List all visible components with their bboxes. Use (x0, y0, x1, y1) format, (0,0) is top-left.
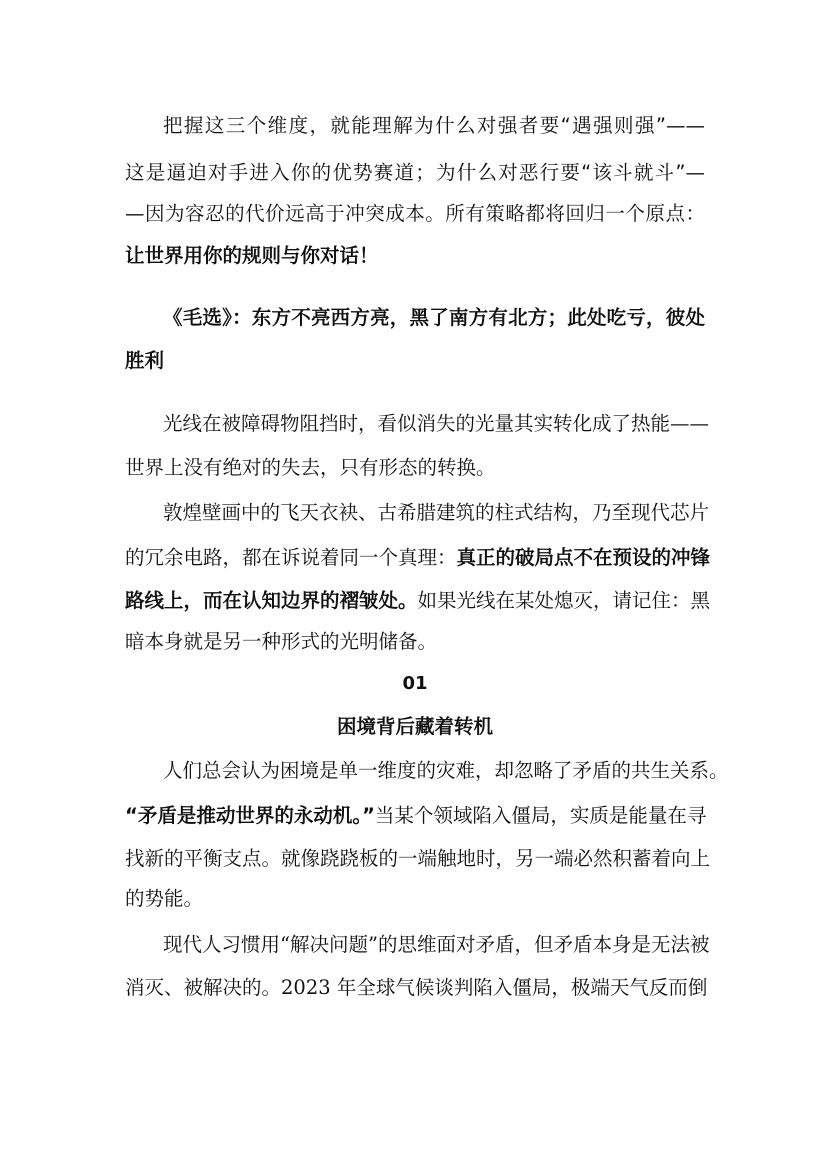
para1-line4: 让世界用你的规则与你对话！ (125, 244, 379, 267)
para5-line2: 消灭、被解决的。2023 年全球气候谈判陷入僵局，极端天气反而倒 (125, 976, 708, 999)
para3-line3 (125, 588, 711, 614)
para1-line2: 这是逼迫对手进入你的优势赛道；为什么对恶行要“该斗就斗”— (125, 161, 705, 184)
para4-line2-bold: “矛盾是推动世界的永动机。” (125, 804, 375, 827)
para4-line2 (125, 803, 705, 829)
para2-line1: 光线在被障碍物阻挡时，看似消失的光量其实转化成了热能—— (163, 412, 710, 435)
para4-line2-text: 当某个领域陷入僵局，实质是能量在寻 (374, 804, 707, 827)
para5-line1: 现代人习惯用“解决问题”的思维面对矛盾，但矛盾本身是无法被 (163, 933, 710, 956)
para2-line2: 世界上没有绝对的失去，只有形态的转换。 (125, 456, 496, 479)
quote-line2: 胜利 (125, 349, 165, 372)
para3-line4: 暗本身就是另一种形式的光明储备。 (125, 630, 438, 653)
para4-line1: 人们总会认为困境是单一维度的灾难，却忽略了矛盾的共生关系。 (163, 759, 729, 782)
para3-line2-bold: 真正的破局点不在预设的冲锋 (456, 546, 711, 569)
para4-line3: 找新的平衡支点。就像跷跷板的一端触地时，另一端必然积蓄着向上 (125, 847, 711, 870)
para3-line1: 敦煌壁画中的飞天衣袂、古希腊建筑的柱式结构，乃至现代芯片 (163, 501, 710, 524)
para3-line3-text: 如果光线在某处熄灭，请记住：黑 (417, 589, 711, 612)
para1-line3: —因为容忍的代价远高于冲突成本。所有策略都将回归一个原点： (125, 202, 705, 225)
para3-line2-text: 的冗余电路，都在诉说着同一个真理： (125, 546, 457, 569)
para3-line2 (125, 545, 711, 571)
section-number: 01 (402, 673, 428, 694)
para3-line3-bold: 路线上，而在认知边界的褶皱处。 (125, 589, 418, 612)
para4-line4: 的势能。 (125, 887, 204, 910)
para1-line1: 把握这三个维度，就能理解为什么对强者要“遇强则强”—— (163, 114, 705, 137)
section-title: 困境背后藏着转机 (336, 715, 493, 738)
quote-line1: 《毛选》：东方不亮西方亮，黑了南方有北方；此处吃亏，彼处 (163, 306, 705, 329)
